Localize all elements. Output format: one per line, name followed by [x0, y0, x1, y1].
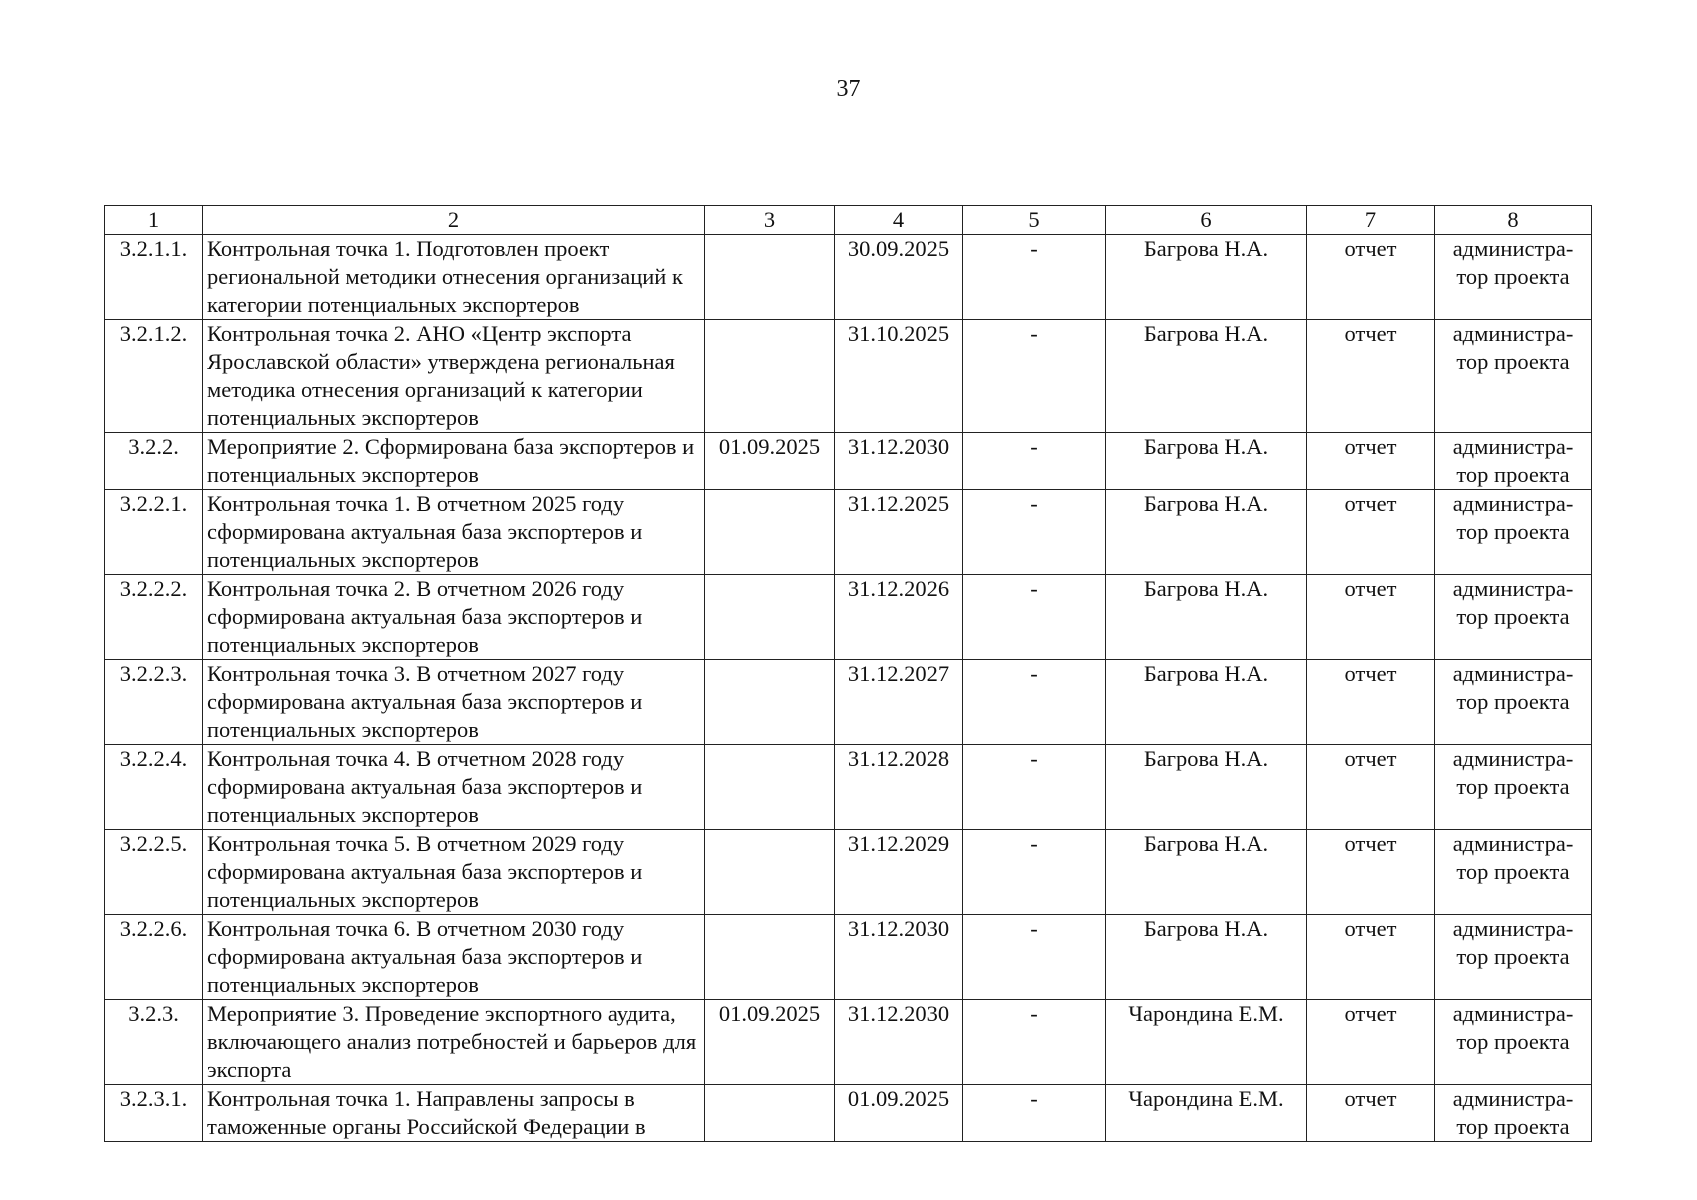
table-row: [105, 915, 1592, 1000]
row-number: 3.2.2.2.: [105, 575, 203, 660]
row-end-date: 31.12.2028: [835, 745, 963, 830]
row-name: Контрольная точка 2. В отчетном 2026 году сформирована актуальная база экспортеров и потенциальных экспортеров: [203, 575, 705, 660]
table-row: [105, 830, 1592, 915]
row-responsible: Багрова Н.А.: [1106, 830, 1307, 915]
row-role: администра-тор проекта: [1435, 1000, 1592, 1085]
row-start-date: [705, 1085, 835, 1142]
header-col-1: 1: [105, 206, 203, 235]
table-row: [105, 235, 1592, 320]
row-name: Контрольная точка 3. В отчетном 2027 году сформирована актуальная база экспортеров и потенциальных экспортеров: [203, 660, 705, 745]
row-col5: -: [963, 490, 1106, 575]
table-row: [105, 1000, 1592, 1085]
row-responsible: Чарондина Е.М.: [1106, 1000, 1307, 1085]
row-responsible: Багрова Н.А.: [1106, 320, 1307, 433]
row-end-date: 31.12.2025: [835, 490, 963, 575]
row-name: Контрольная точка 6. В отчетном 2030 году сформирована актуальная база экспортеров и потенциальных экспортеров: [203, 915, 705, 1000]
row-number: 3.2.2.: [105, 433, 203, 490]
table-row: [105, 490, 1592, 575]
row-start-date: [705, 660, 835, 745]
table-header-row: [105, 206, 1592, 235]
row-role: администра-тор проекта: [1435, 320, 1592, 433]
header-col-8: 8: [1435, 206, 1592, 235]
table-row: [105, 1085, 1592, 1142]
header-col-5: 5: [963, 206, 1106, 235]
header-col-3: 3: [705, 206, 835, 235]
row-start-date: [705, 575, 835, 660]
row-name: Контрольная точка 1. Подготовлен проект региональной методики отнесения организаций к категории потенциальных экспортеров: [203, 235, 705, 320]
row-role: администра-тор проекта: [1435, 575, 1592, 660]
row-name: Контрольная точка 2. АНО «Центр экспорта Ярославской области» утверждена региональная методика отнесения организаций к категории потенциальных экспортеров: [203, 320, 705, 433]
row-number: 3.2.2.5.: [105, 830, 203, 915]
row-col5: -: [963, 433, 1106, 490]
row-responsible: Багрова Н.А.: [1106, 915, 1307, 1000]
row-start-date: [705, 915, 835, 1000]
row-role: администра-тор проекта: [1435, 745, 1592, 830]
table-row: [105, 433, 1592, 490]
row-col5: -: [963, 320, 1106, 433]
row-start-date: 01.09.2025: [705, 1000, 835, 1085]
row-number: 3.2.3.1.: [105, 1085, 203, 1142]
row-start-date: 01.09.2025: [705, 433, 835, 490]
row-document: отчет: [1307, 660, 1435, 745]
table-row: [105, 320, 1592, 433]
header-col-7: 7: [1307, 206, 1435, 235]
row-name: Мероприятие 2. Сформирована база экспортеров и потенциальных экспортеров: [203, 433, 705, 490]
row-responsible: Багрова Н.А.: [1106, 575, 1307, 660]
row-col5: -: [963, 660, 1106, 745]
row-role: администра-тор проекта: [1435, 490, 1592, 575]
header-col-4: 4: [835, 206, 963, 235]
plan-table: [104, 205, 1592, 1142]
row-end-date: 31.12.2030: [835, 915, 963, 1000]
row-responsible: Багрова Н.А.: [1106, 490, 1307, 575]
row-col5: -: [963, 830, 1106, 915]
row-name: Мероприятие 3. Проведение экспортного аудита, включающего анализ потребностей и барьеров для экспорта: [203, 1000, 705, 1085]
row-end-date: 31.12.2027: [835, 660, 963, 745]
row-document: отчет: [1307, 745, 1435, 830]
row-number: 3.2.1.1.: [105, 235, 203, 320]
row-end-date: 31.10.2025: [835, 320, 963, 433]
row-end-date: 31.12.2026: [835, 575, 963, 660]
table-row: [105, 745, 1592, 830]
row-document: отчет: [1307, 235, 1435, 320]
row-end-date: 30.09.2025: [835, 235, 963, 320]
row-document: отчет: [1307, 433, 1435, 490]
row-col5: -: [963, 235, 1106, 320]
row-col5: -: [963, 575, 1106, 660]
row-responsible: Чарондина Е.М.: [1106, 1085, 1307, 1142]
row-document: отчет: [1307, 915, 1435, 1000]
table-row: [105, 575, 1592, 660]
page-number: 37: [836, 76, 861, 102]
row-start-date: [705, 745, 835, 830]
row-role: администра-тор проекта: [1435, 433, 1592, 490]
row-number: 3.2.3.: [105, 1000, 203, 1085]
row-role: администра-тор проекта: [1435, 915, 1592, 1000]
row-document: отчет: [1307, 830, 1435, 915]
row-responsible: Багрова Н.А.: [1106, 433, 1307, 490]
row-document: отчет: [1307, 575, 1435, 660]
row-name: Контрольная точка 1. В отчетном 2025 году сформирована актуальная база экспортеров и потенциальных экспортеров: [203, 490, 705, 575]
row-end-date: 31.12.2029: [835, 830, 963, 915]
row-responsible: Багрова Н.А.: [1106, 235, 1307, 320]
row-end-date: 31.12.2030: [835, 433, 963, 490]
row-document: отчет: [1307, 320, 1435, 433]
row-col5: -: [963, 1000, 1106, 1085]
row-start-date: [705, 320, 835, 433]
row-col5: -: [963, 915, 1106, 1000]
row-role: администра-тор проекта: [1435, 830, 1592, 915]
row-number: 3.2.2.1.: [105, 490, 203, 575]
row-document: отчет: [1307, 1085, 1435, 1142]
row-name: Контрольная точка 1. Направлены запросы в таможенные органы Российской Федерации в: [203, 1085, 705, 1142]
row-start-date: [705, 490, 835, 575]
row-responsible: Багрова Н.А.: [1106, 745, 1307, 830]
row-name: Контрольная точка 5. В отчетном 2029 году сформирована актуальная база экспортеров и потенциальных экспортеров: [203, 830, 705, 915]
row-document: отчет: [1307, 490, 1435, 575]
header-col-6: 6: [1106, 206, 1307, 235]
row-role: администра-тор проекта: [1435, 660, 1592, 745]
row-role: администра-тор проекта: [1435, 235, 1592, 320]
row-start-date: [705, 830, 835, 915]
row-start-date: [705, 235, 835, 320]
row-col5: -: [963, 1085, 1106, 1142]
row-responsible: Багрова Н.А.: [1106, 660, 1307, 745]
table-row: [105, 660, 1592, 745]
row-end-date: 01.09.2025: [835, 1085, 963, 1142]
header-col-2: 2: [203, 206, 705, 235]
row-role: администра-тор проекта: [1435, 1085, 1592, 1142]
row-number: 3.2.2.6.: [105, 915, 203, 1000]
row-name: Контрольная точка 4. В отчетном 2028 году сформирована актуальная база экспортеров и потенциальных экспортеров: [203, 745, 705, 830]
row-end-date: 31.12.2030: [835, 1000, 963, 1085]
row-number: 3.2.1.2.: [105, 320, 203, 433]
row-number: 3.2.2.3.: [105, 660, 203, 745]
row-document: отчет: [1307, 1000, 1435, 1085]
row-number: 3.2.2.4.: [105, 745, 203, 830]
row-col5: -: [963, 745, 1106, 830]
